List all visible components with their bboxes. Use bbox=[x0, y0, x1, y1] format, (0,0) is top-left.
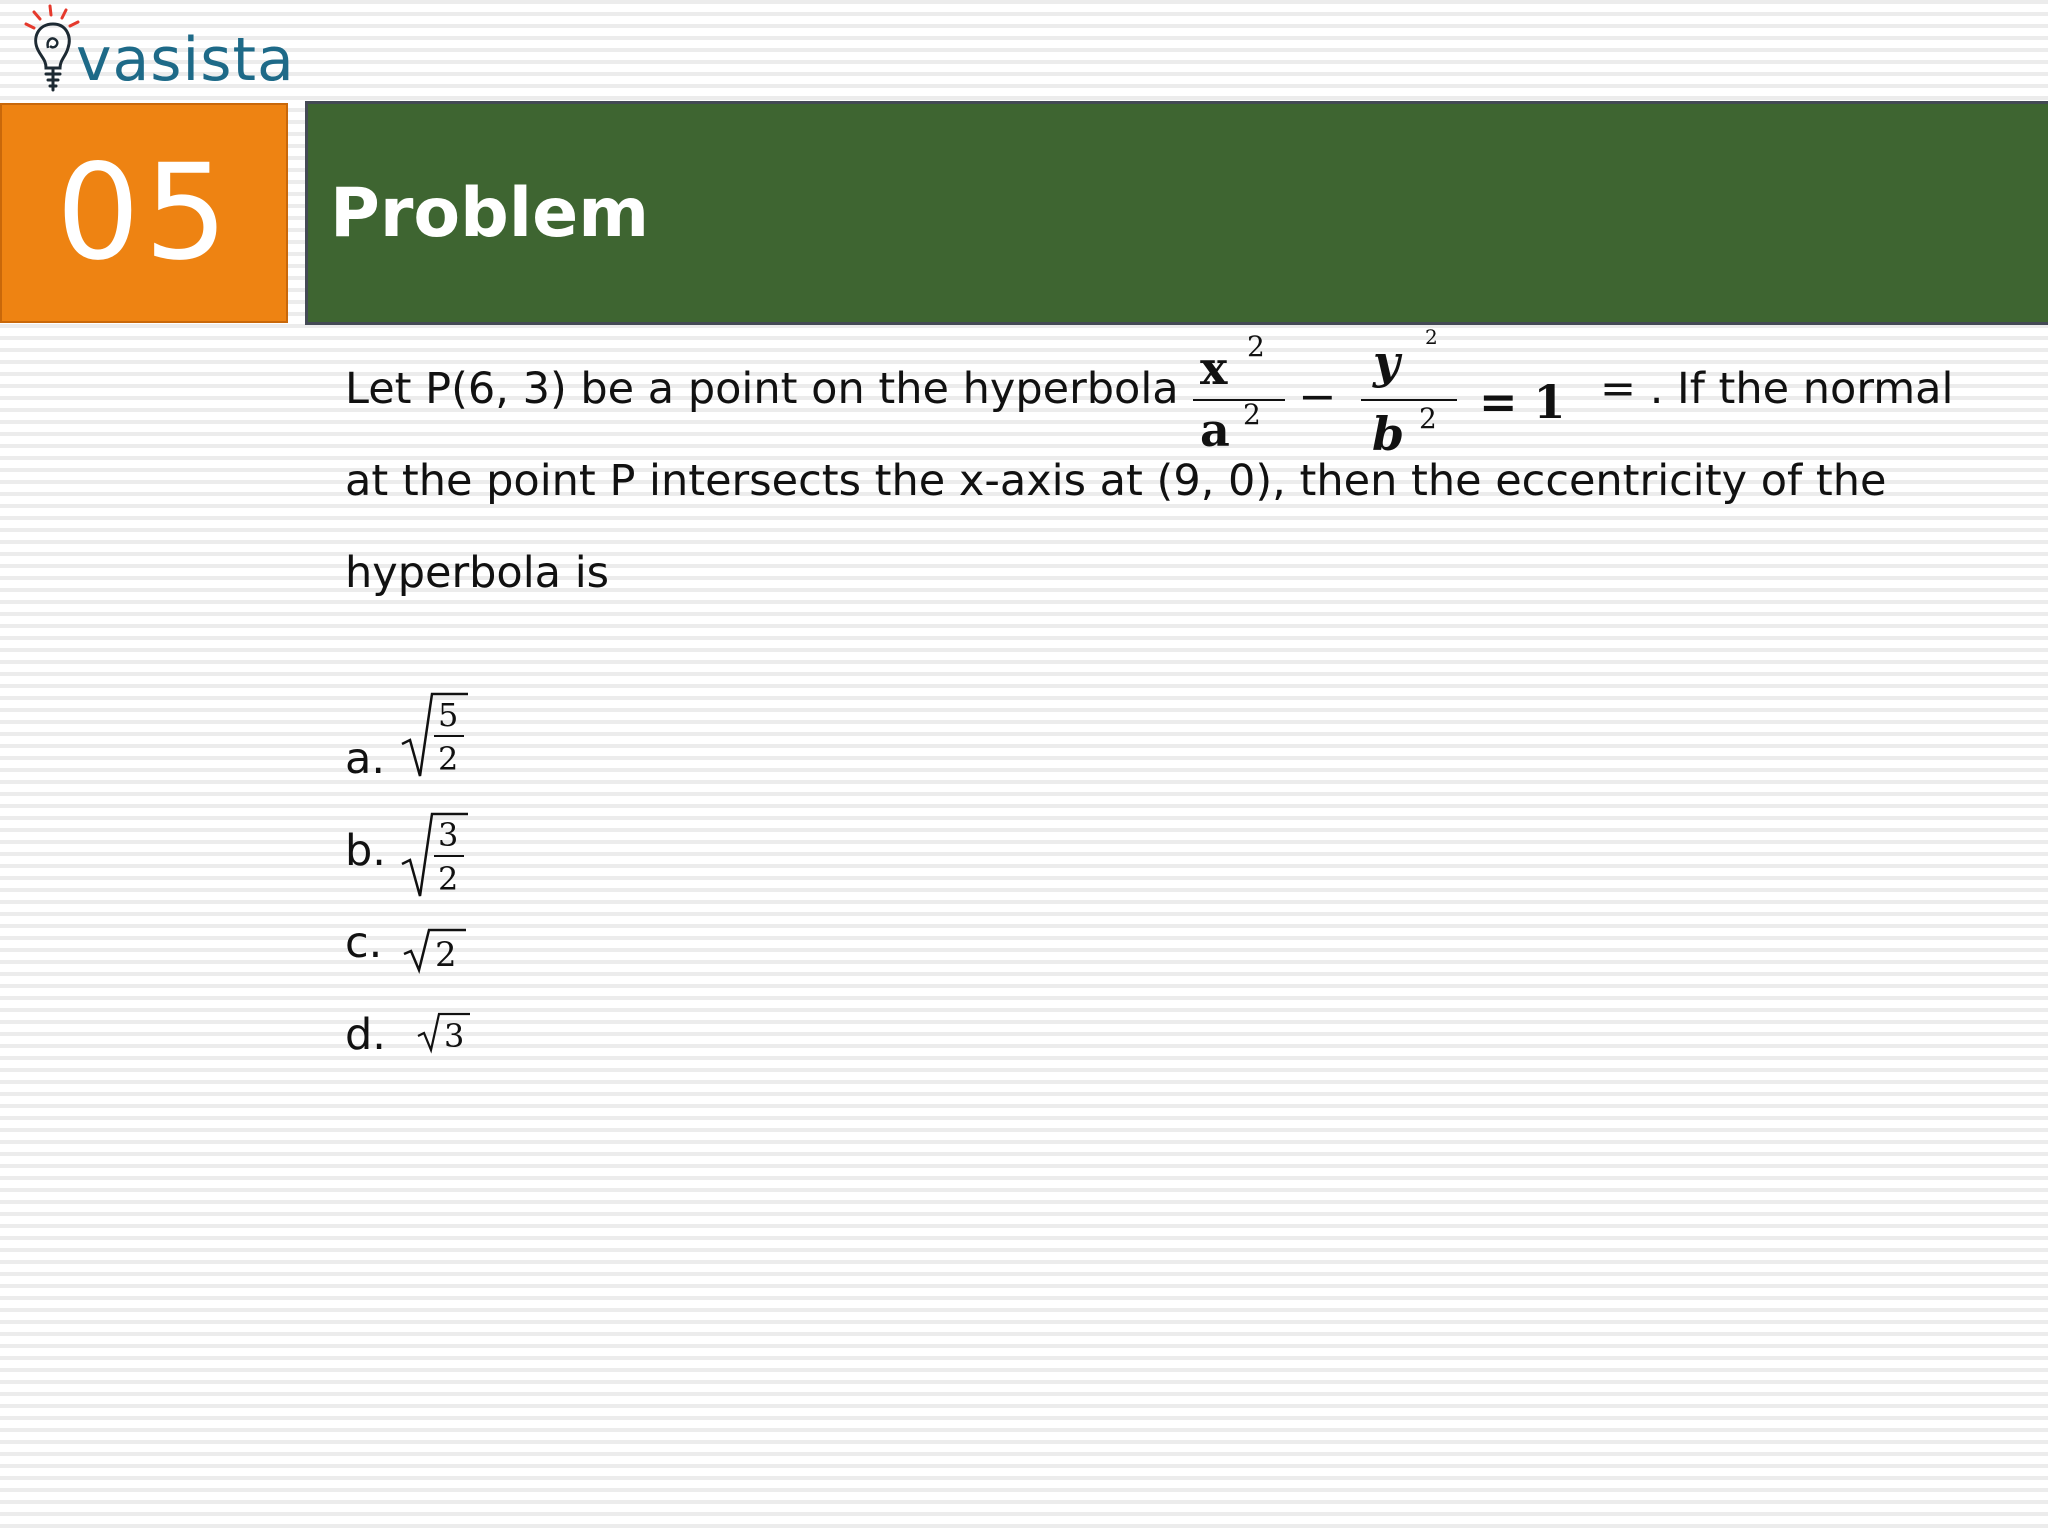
slide-number-badge bbox=[0, 103, 288, 323]
question-line-1: Let P(6, 3) be a point on the hyperbola bbox=[345, 364, 1179, 414]
option-d-radicand: 3 bbox=[444, 1017, 465, 1054]
option-a-label: a. bbox=[345, 734, 386, 784]
vasista-logo bbox=[20, 2, 295, 98]
eq-x: x bbox=[1200, 341, 1228, 395]
option-c-math bbox=[402, 926, 470, 974]
title-bar bbox=[305, 101, 2048, 325]
option-d-label: d. bbox=[345, 1010, 386, 1060]
eq-minus: − bbox=[1298, 369, 1337, 423]
option-c-label: c. bbox=[345, 918, 383, 968]
eq-a-exp: 2 bbox=[1243, 398, 1261, 431]
eq-b-exp: 2 bbox=[1419, 402, 1437, 435]
slide-number: 05 bbox=[56, 136, 232, 290]
eq-y-exp: 2 bbox=[1425, 328, 1438, 349]
option-a-math bbox=[398, 688, 474, 784]
option-b-denominator: 2 bbox=[438, 860, 459, 898]
question-line-2: at the point P intersects the x-axis at (9, 0), then the eccentricity of the bbox=[345, 456, 1887, 506]
question-line-3: hyperbola is bbox=[345, 548, 610, 598]
slide-title: Problem bbox=[330, 173, 650, 253]
option-d-math bbox=[416, 1010, 472, 1054]
eq-x-exp: 2 bbox=[1247, 330, 1265, 363]
option-c-radicand: 2 bbox=[435, 935, 457, 974]
option-b-math bbox=[398, 808, 474, 904]
logo-text: vasista bbox=[76, 25, 295, 95]
eq-y: y bbox=[1373, 335, 1400, 389]
question-line-1-end: = . If the normal bbox=[1600, 364, 1954, 414]
eq-b: b bbox=[1372, 407, 1405, 458]
option-b-numerator: 3 bbox=[438, 816, 459, 854]
hyperbola-equation bbox=[1185, 328, 1575, 458]
option-b-label: b. bbox=[345, 826, 386, 876]
option-a-denominator: 2 bbox=[438, 740, 459, 778]
option-a-numerator: 5 bbox=[438, 696, 459, 734]
eq-rhs: = 1 bbox=[1479, 375, 1566, 429]
eq-a: a bbox=[1200, 403, 1230, 457]
